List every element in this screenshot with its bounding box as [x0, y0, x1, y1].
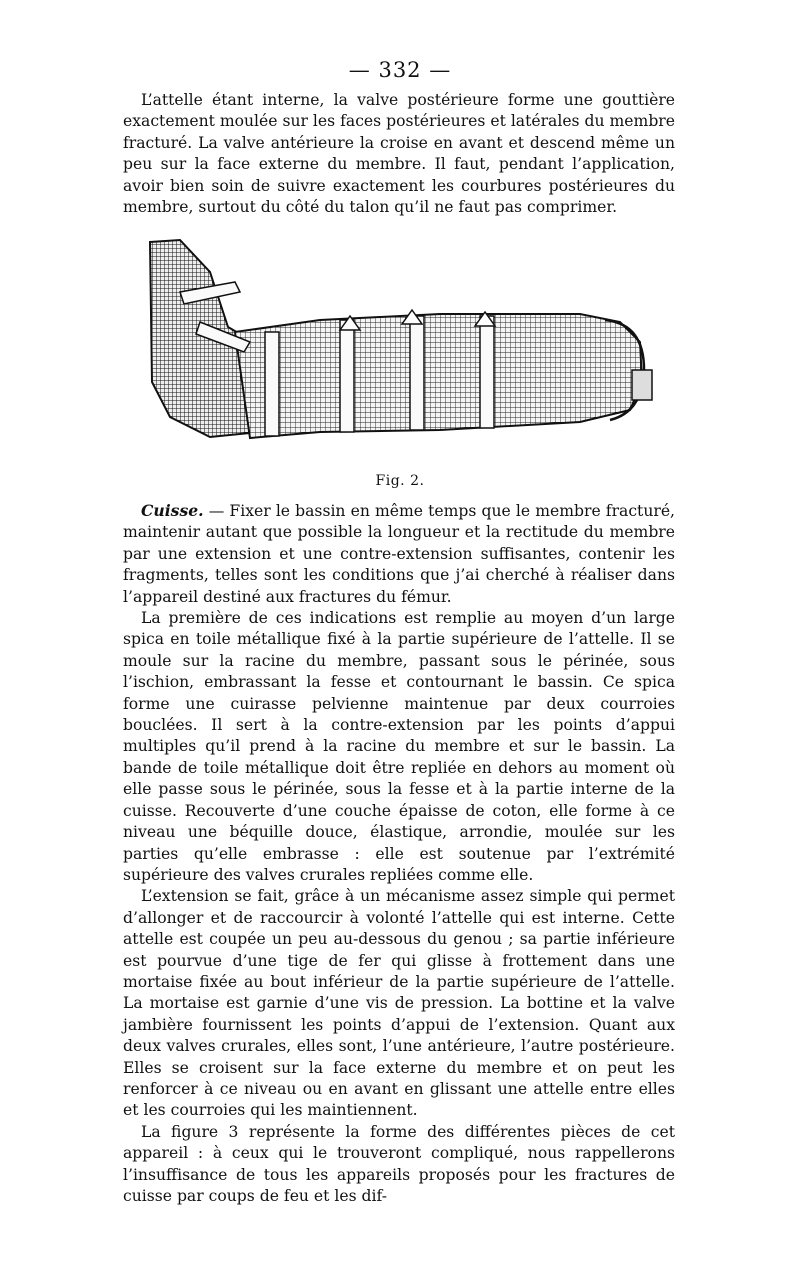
cuisse-text: — Fixer le bassin en même temps que le membre fracturé, maintenir autant que possible la longueur et la rectitude du membre par une extension et une contre-extension suffisantes, contenir les fragments, telles sont les conditions que j’ai cherché à réaliser dans l’appareil destiné aux fractures du fémur.	[123, 502, 675, 606]
paragraph-cuisse	[123, 500, 675, 608]
intro-paragraph-block	[123, 90, 675, 218]
paragraph-figure-3: La figure 3 représente la forme des différentes pièces de cet appareil : à ceux qui le trouveront compliqué, nous rappellerons l’insuffisance de tous les appareils proposés pour les fractures de cuisse par coups de feu et les dif-	[123, 1122, 675, 1205]
leg-splint-illustration	[140, 232, 660, 460]
paragraph-extension: L’extension se fait, grâce à un mécanisme assez simple qui permet d’allonger et de raccourcir à volonté l’attelle qui est interne. Cette attelle est coupée un peu au-dessous du genou ; sa partie inférieure est pourvue d’une tige de fer qui glisse à frottement dans une mortaise fixée au bout inférieur de la partie supérieure de l’attelle. La mortaise est garnie d’une vis de pression. La bottine et la valve jambière fournissent les points d’appui de l’extension. Quant aux deux valves crurales, elles sont, l’une antérieure, l’autre postérieure. Elles se croisent sur la face externe du membre et on peut les renforcer à ce niveau ou en avant en glissant une attelle entre elles et les courroies qui les maintiennent.	[123, 887, 675, 1120]
paragraph-spica: La première de ces indications est remplie au moyen d’un large spica en toile métallique fixé à la partie supérieure de l’attelle. Il se moule sur la racine du membre, passant sous le périnée, sous l’ischion, embrassant la fesse et contournant le bassin. Ce spica forme une cuirasse pelvienne maintenue par deux courroies bouclées. Il sert à la contre-extension par les points d’appui multiples qu’il prend à la racine du membre et sur le bassin. La bande de toile métallique doit être repliée en dehors au moment où elle passe sous le périnée, sous la fesse et à la partie interne de la cuisse. Recouverte d’une couche épaisse de coton, elle forme à ce niveau une béquille douce, élastique, arrondie, moulée sur les parties qu’elle embrasse : elle est soutenue par l’extrémité supérieure des valves crurales repliées comme elle.	[123, 609, 675, 884]
main-text-block	[123, 500, 675, 1207]
figure-caption: Fig. 2.	[375, 473, 425, 489]
splint-end	[632, 370, 652, 400]
intro-paragraph: L’attelle étant interne, la valve postérieure forme une gouttière exactement moulée sur les faces postérieures et latérales du membre fracturé. La valve antérieure la croise en avant et descend même un peu sur la face externe du membre. Il faut, pendant l’application, avoir bien soin de suivre exactement les courbures postérieures du membre, surtout du côté du talon qu’il ne faut pas comprimer.	[123, 91, 675, 217]
leg-shape	[235, 314, 642, 438]
section-title-cuisse: Cuisse.	[141, 501, 204, 520]
figure-leg-splint	[140, 232, 660, 460]
page-number: — 332 —	[348, 58, 452, 82]
